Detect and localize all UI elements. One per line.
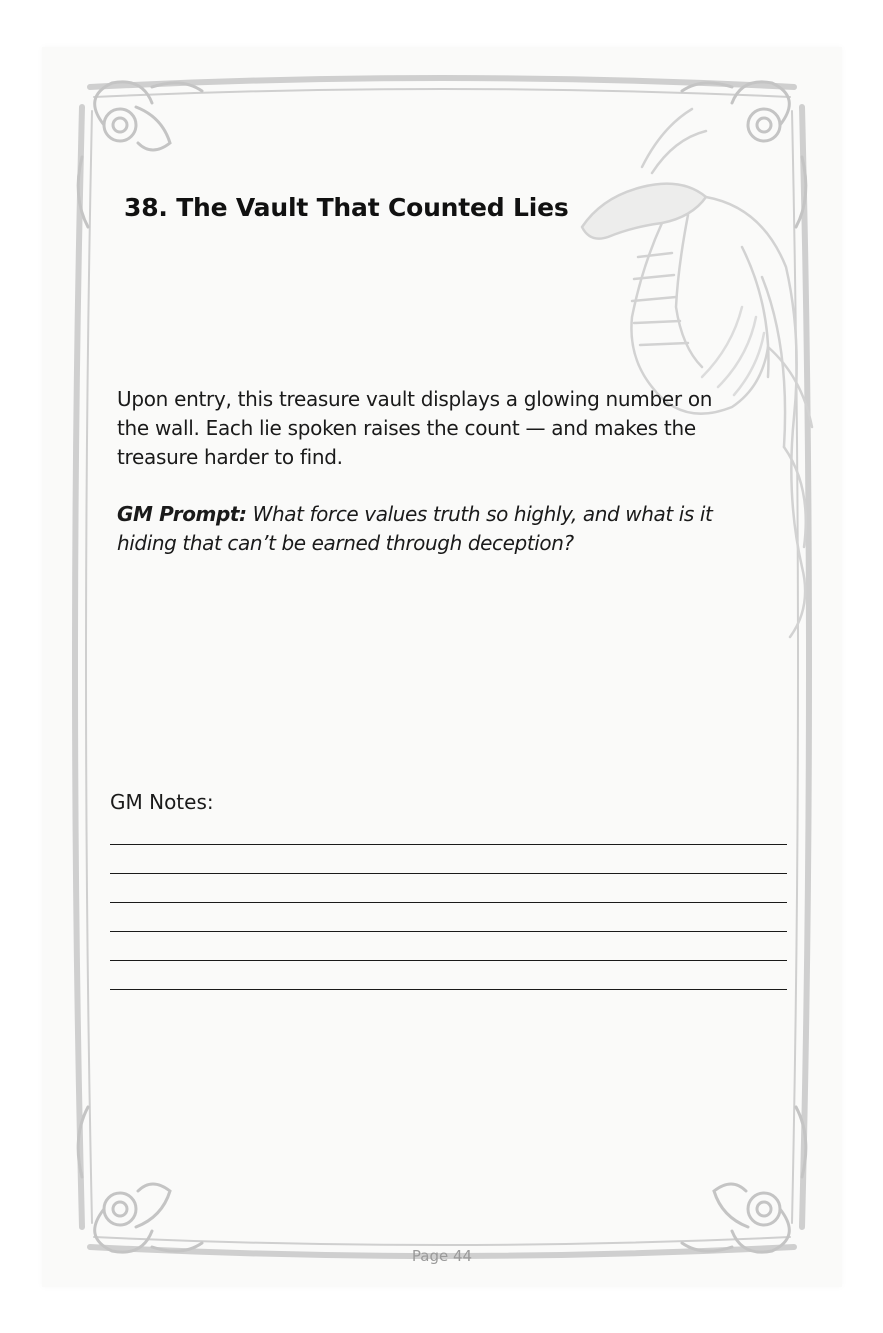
gm-prompt-text: What force values truth so highly, and what is it hiding that can’t be earned through deception? bbox=[117, 502, 713, 555]
ornate-border-frame-icon bbox=[42, 47, 842, 1287]
gm-prompt bbox=[117, 500, 737, 558]
note-line bbox=[110, 844, 787, 845]
gm-prompt-label: GM Prompt: bbox=[117, 502, 247, 526]
note-line bbox=[110, 873, 787, 874]
note-line bbox=[110, 902, 787, 903]
note-line bbox=[110, 989, 787, 990]
description-text: Upon entry, this treasure vault displays a glowing number on the wall. Each lie spoken raises the count — and makes the treasure harder to find. bbox=[117, 387, 713, 469]
gm-notes-label: GM Notes: bbox=[110, 790, 214, 814]
note-line bbox=[110, 960, 787, 961]
page-sheet bbox=[42, 47, 842, 1287]
note-line bbox=[110, 931, 787, 932]
page-title: 38. The Vault That Counted Lies bbox=[124, 193, 569, 222]
page-number: Page 44 bbox=[411, 1247, 473, 1265]
